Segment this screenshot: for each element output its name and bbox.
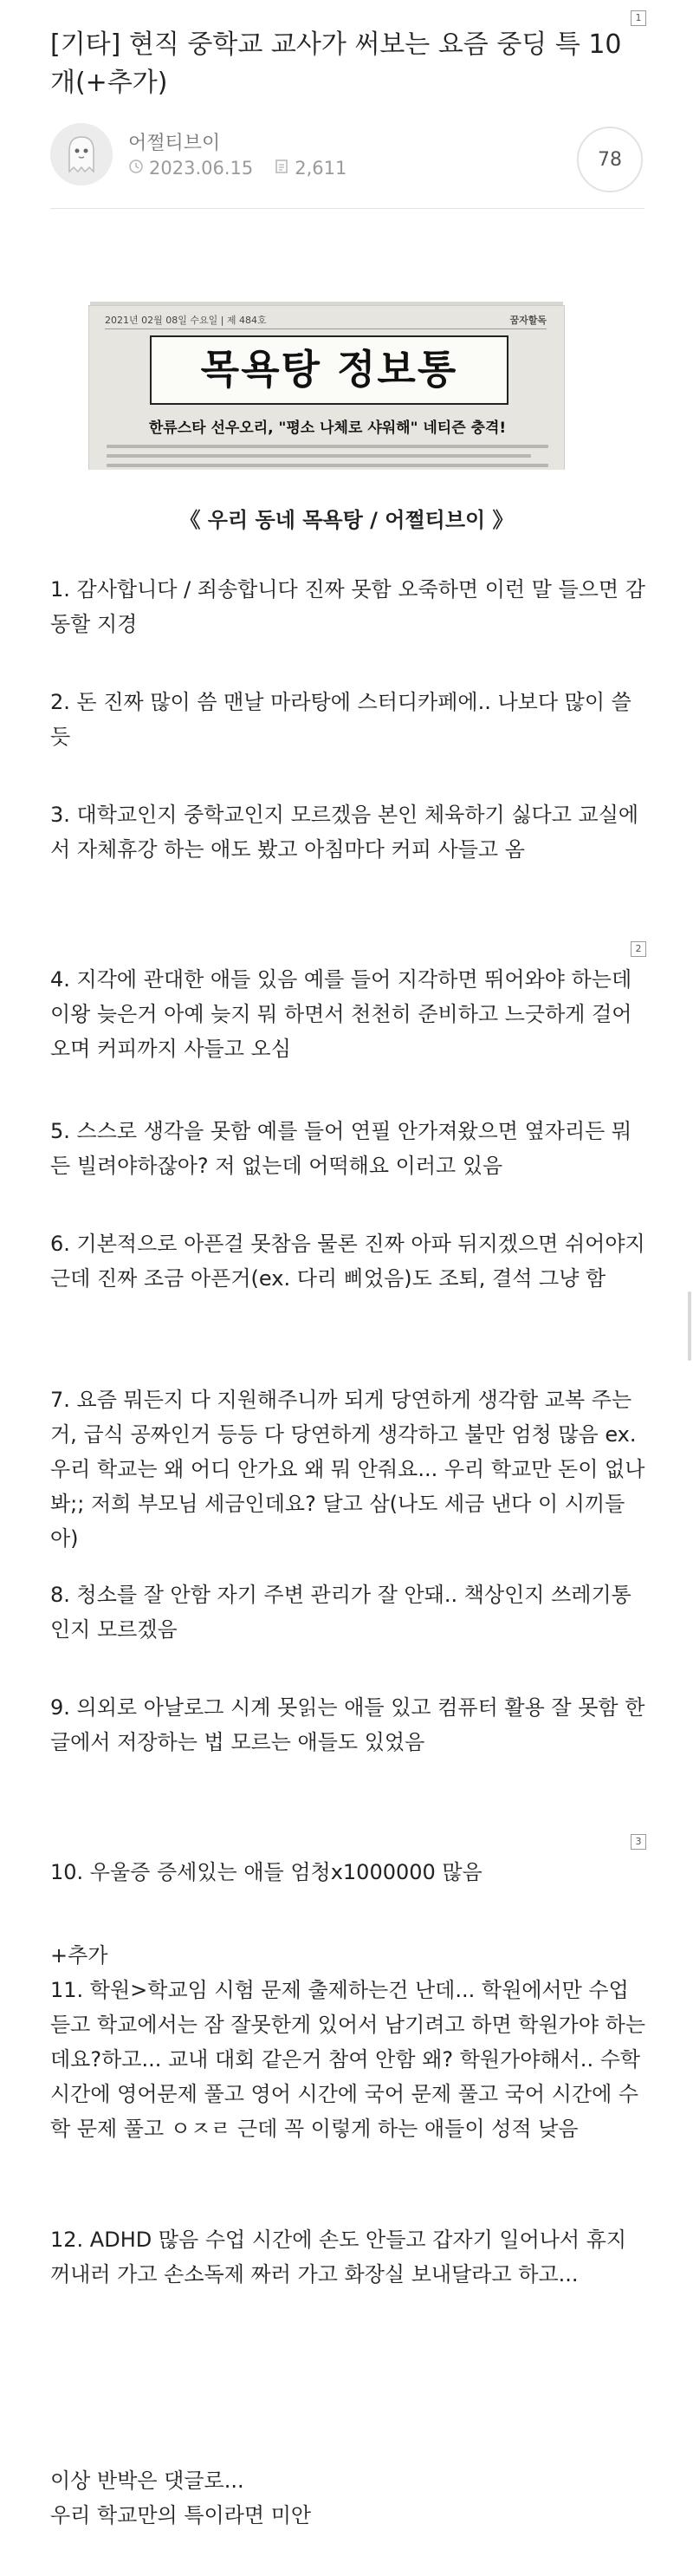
post-date: 2023.06.15 xyxy=(149,158,254,179)
post-title: [기타] 현직 중학교 교사가 써보는 요즘 중딩 특 10개(+추가) xyxy=(50,29,622,98)
post-meta xyxy=(128,158,346,179)
ghost-avatar-icon xyxy=(50,123,113,185)
author-row xyxy=(50,120,648,189)
newspaper-date: 2021년 02월 08일 수요일 | 제 484호 xyxy=(105,315,267,326)
page-marker-2: 2 xyxy=(631,941,646,957)
newspaper-brand: 꿈자할독 xyxy=(509,315,547,326)
paragraph-8: 8. 청소를 잘 안함 자기 주변 관리가 잘 안돼.. 책상인지 쓰레기통인지 모르겠음 xyxy=(50,1583,631,1642)
clock-icon xyxy=(128,159,144,179)
paragraph-closing: 이상 반박은 댓글로... 우리 학교만의 특이라면 미안 xyxy=(50,2469,312,2527)
paragraph-1: 1. 감사합니다 / 죄송합니다 진짜 못함 오죽하면 이런 말 들으면 감동할 지경 xyxy=(50,577,645,636)
paragraph-6: 6. 기본적으로 아픈걸 못참음 물론 진짜 아파 뒤지겠으면 쉬어야지 근데 진짜 조금 아픈거(ex. 다리 삐었음)도 조퇴, 결석 그냥 함 xyxy=(50,1232,645,1291)
paragraph-3: 3. 대학교인지 중학교인지 모르겠음 본인 체육하기 싫다고 교실에서 자체휴강 하는 애도 봤고 아침마다 커피 사들고 옴 xyxy=(50,803,639,862)
paragraph-12: 12. ADHD 많음 수업 시간에 손도 안들고 갑자기 일어나서 휴지 꺼내러 가고 손소독제 짜러 가고 화장실 보내달라고 하고... xyxy=(50,2228,627,2287)
paragraph-2: 2. 돈 진짜 많이 씀 맨날 마라탕에 스터디카페에.. 나보다 많이 쓸 듯 xyxy=(50,690,631,749)
scrollbar[interactable] xyxy=(688,1291,691,1361)
newspaper-text-lines xyxy=(107,445,548,470)
newspaper-header xyxy=(105,313,547,329)
image-caption: 《 우리 동네 목욕탕 / 어쩔티브이 》 xyxy=(179,508,514,532)
avatar[interactable] xyxy=(50,123,113,185)
header-divider xyxy=(50,208,644,209)
newspaper-banner: 목욕탕 정보통 xyxy=(150,335,508,405)
paragraph-9: 9. 의외로 아날로그 시계 못읽는 애들 있고 컴퓨터 활용 잘 못함 한글에서 저장하는 법 모르는 애들도 있었음 xyxy=(50,1695,645,1754)
views-icon xyxy=(274,159,289,179)
comment-count-button[interactable]: 78 xyxy=(577,127,643,192)
hero-image xyxy=(78,260,572,470)
page-marker-3: 3 xyxy=(631,1834,646,1850)
paragraph-4: 4. 지각에 관대한 애들 있음 예를 들어 지각하면 뛰어와야 하는데 이왕 늦은거 아예 늦지 뭐 하면서 천천히 준비하고 느긋하게 걸어오며 커피까지 사들고 오심 xyxy=(50,967,632,1061)
author-name[interactable]: 어쩔티브이 xyxy=(128,133,221,154)
paragraph-10: 10. 우울증 증세있는 애들 엄청x1000000 많음 xyxy=(50,1860,483,1884)
newspaper-graphic xyxy=(88,305,565,470)
paragraph-11: +추가 11. 학원>학교임 시험 문제 출제하는건 난데... 학원에서만 수업듣고 학교에서는 잠 잘못한게 있어서 남기려고 하면 학원가야 하는데요?하고... 교내 대회 같은거 참여 안함 왜? 학원가야해서.. 수학 시간에 영어문제 풀고 영어 시간에 국어 문제 풀고 국어 시간에 수학 문제 풀고 ㅇㅈㄹ 근데 꼭 이렇게 하는 애들이 성적 낮음 xyxy=(50,1943,645,2141)
page-marker-1: 1 xyxy=(631,10,646,26)
post-views: 2,611 xyxy=(295,158,347,179)
paragraph-7: 7. 요즘 뭐든지 다 지원해주니까 되게 당연하게 생각함 교복 주는거, 급식 공짜인거 등등 다 당연하게 생각하고 불만 엄청 많음 ex. 우리 학교는 왜 어디 안가요 왜 뭐 안줘요... 우리 학교만 돈이 없나봐;; 저희 부모님 세금인데요? 달고 삼(나도 세금 낸다 이 시끼들아) xyxy=(50,1388,645,1551)
paragraph-5: 5. 스스로 생각을 못함 예를 들어 연필 안가져왔으면 옆자리든 뭐든 빌려야하잖아? 저 없는데 어떡해요 이러고 있음 xyxy=(50,1119,632,1178)
newspaper-headline: 한류스타 선우오리, "평소 나체로 샤워해" 네티즌 충격! xyxy=(148,420,507,437)
